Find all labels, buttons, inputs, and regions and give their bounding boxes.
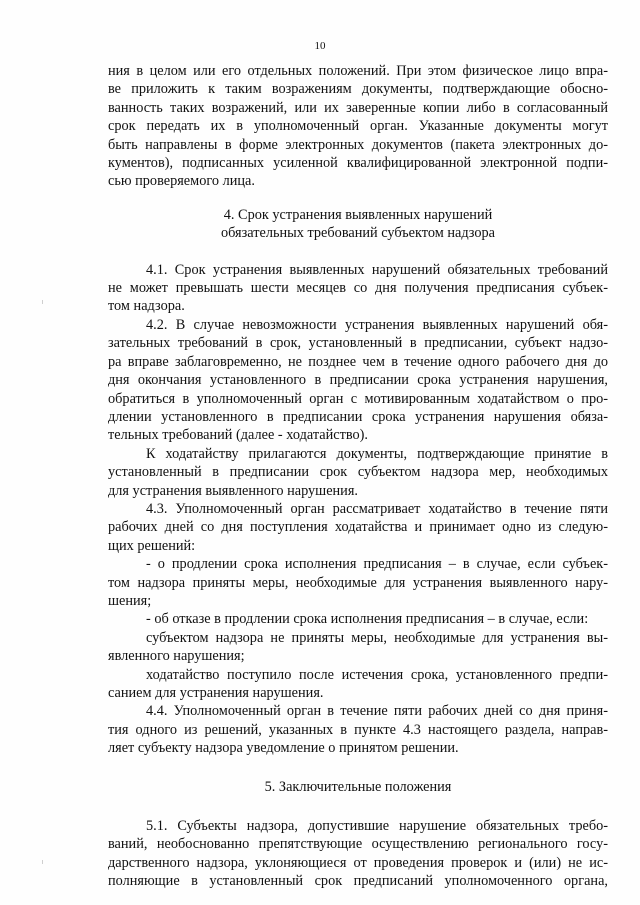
text-line: полняющие в установленный срок предписаний уполномоченного органа, <box>108 873 608 890</box>
section-5-heading <box>108 778 608 796</box>
text-line: шения; <box>108 592 152 609</box>
text-line: 4.2. В случае невозможности устранения выявленных нарушений обя- <box>146 316 608 333</box>
text-line: дарственного надзора, уклоняющиеся от проведения проверок и (или) не ис- <box>108 854 608 871</box>
section-heading-line: 4. Срок устранения выявленных нарушений <box>223 206 493 223</box>
text-line: том надзора приняты меры, необходимые для устранения выявленного нару- <box>108 574 608 591</box>
text-line: 4.4. Уполномоченный орган в течение пяти рабочих дней со дня приня- <box>146 703 608 720</box>
paragraph-4-4 <box>108 702 608 757</box>
paragraph-4-3-refuse-reason-a <box>108 629 608 666</box>
text-line: установленный в предписании срок субъектом надзора мер, необходимых <box>108 464 608 481</box>
text-line: ванность таких возражений, или их заверенные копии либо в согласованный <box>108 99 608 116</box>
text-line: - о продлении срока исполнения предписания – в случае, если субъек- <box>146 556 608 573</box>
text-line: рабочих дней со дня поступления ходатайства и принимает одно из следую- <box>108 519 608 536</box>
text-line: не может превышать шести месяцев со дня получения предписания субъек- <box>108 280 608 297</box>
text-line: 4.1. Срок устранения выявленных нарушений обязательных требований <box>146 261 608 278</box>
text-line: ния в целом или его отдельных положений. При этом физическое лицо впра- <box>108 63 608 79</box>
scan-margin-mark <box>42 300 43 304</box>
text-line: 4.3. Уполномоченный орган рассматривает ходатайство в течение пяти <box>146 500 608 517</box>
paragraph-4-2 <box>108 316 608 445</box>
text-line: сью проверяемого лица. <box>108 173 255 190</box>
text-line: санием для устранения нарушения. <box>108 685 324 701</box>
scan-margin-mark <box>42 860 43 864</box>
paragraph-4-3 <box>108 500 608 555</box>
page-number: 10 <box>314 40 326 52</box>
paragraph-5-1 <box>108 817 608 891</box>
paragraph-4-2-documents <box>108 445 608 500</box>
text-line: явленного нарушения; <box>108 648 245 665</box>
section-heading-line: обязательных требований субъектом надзора <box>220 225 495 242</box>
text-line: срок передать их в уполномоченный орган. Указанные документы могут <box>108 118 608 135</box>
text-line: дня окончания установленного в предписании срока устранения нарушения, <box>108 372 608 389</box>
section-heading-line: 5. Заключительные положения <box>264 778 452 795</box>
paragraph-4-3-option-extend <box>108 555 608 610</box>
text-line: ляет субъекту надзора уведомление о принятом решении. <box>108 740 459 757</box>
section-4-heading <box>108 206 608 243</box>
paragraph-4-3-option-refuse <box>108 610 608 628</box>
text-line: быть направлены в форме электронных документов (пакета электронных до- <box>108 136 608 153</box>
paragraph-4-1 <box>108 261 608 316</box>
text-line: ве приложить к таким возражениям документы, подтверждающие обосно- <box>108 81 608 98</box>
text-line: - об отказе в продлении срока исполнения предписания – в случае, если: <box>146 611 589 628</box>
text-line: ваний, необоснованно препятствующие осуществлению регионального госу- <box>108 836 608 853</box>
text-line: обратиться в уполномоченный орган с мотивированным ходатайством о про- <box>108 390 608 407</box>
text-line: К ходатайству прилагаются документы, подтверждающие принятие в <box>146 445 608 462</box>
text-line: зательных требований в срок, установленный в предписании, субъект надзо- <box>108 335 608 352</box>
text-line: ходатайство поступило после истечения срока, установленного предпи- <box>146 666 608 683</box>
text-line: кументов), подписанных усиленной квалифицированной электронной подпи- <box>108 155 608 172</box>
text-line: тельных требований (далее - ходатайство). <box>108 427 368 444</box>
text-line: тия одного из решений, указанных в пункте 4.3 настоящего раздела, направ- <box>108 721 608 738</box>
text-line: 5.1. Субъекты надзора, допустившие нарушение обязательных требо- <box>146 818 608 835</box>
text-line: ра вправе заблаговременно, не позднее чем в течение одного рабочего дня до <box>108 353 608 370</box>
document-body <box>108 62 608 891</box>
intro-paragraph <box>108 62 608 191</box>
paragraph-4-3-refuse-reason-b <box>108 666 608 703</box>
text-line: том надзора. <box>108 298 185 315</box>
text-line: субъектом надзора не приняты меры, необходимые для устранения вы- <box>146 629 608 646</box>
text-line: для устранения выявленного нарушения. <box>108 482 358 499</box>
text-line: щих решений: <box>108 537 196 554</box>
text-line: длении установленного в предписании срока устранения нарушения обяза- <box>108 408 608 425</box>
